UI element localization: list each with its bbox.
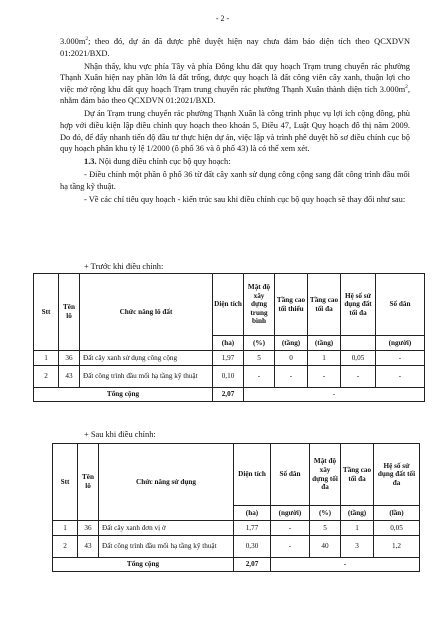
unit: (tầng): [308, 336, 341, 351]
unit: (tầng): [275, 336, 308, 351]
unit: [341, 336, 376, 351]
th-he-so: Hệ số sử dụng đất tối đa: [341, 274, 376, 336]
unit: (%): [310, 506, 341, 521]
paragraph-3: Dự án Trạm trung chuyển rác phường Thạnh Xuân là công trình phục vụ lợi ích cộng đồng, phù hợp với điều kiện lập điều chỉnh quy hoạch theo khoản 5, Điều 47, Luật Quy hoạch đô thị năm 2009. Do đó, để đẩy nhanh tiến độ đầu tư thực hiện dự án, việc lập và trình phê duyệt hồ sơ điều chỉnh cục bộ quy hoạch phân khu tỷ lệ 1/2000 (ô phố 36 và ô phố 43) là có thể xem xét.: [60, 109, 410, 154]
th-tang-max: Tầng cao tối đa: [308, 274, 341, 336]
unit: (tầng): [341, 506, 374, 521]
th-chuc-nang: Chức năng sử dụng: [99, 444, 234, 521]
th-mat-do: Mật độ xây dựng trung bình: [244, 274, 275, 336]
unit: (người): [271, 506, 310, 521]
table-row: 2 43 Đất công trình đầu mối hạ tầng kỹ thuật 0,10 - - - - -: [34, 366, 425, 388]
table-row: 1 36 Đất cây xanh sử dụng công cộng 1,97 5 0 1 0,05 -: [34, 351, 425, 366]
unit: (người): [376, 336, 425, 351]
paragraph-1: $3.000m^2$; theo đó, dự án đã được phê duyệt hiện nay chưa đảm bảo diện tích theo QCXDVN 01:2021/BXD.: [60, 36, 410, 58]
body-text: [60, 36, 410, 207]
total-row: Tổng cộng 2,07 -: [53, 558, 420, 572]
th-stt: Stt: [34, 274, 59, 351]
section-heading: 1.3. Nội dung điều chỉnh cục bộ quy hoạch:: [84, 157, 231, 167]
before-label: + Trước khi điều chỉnh:: [84, 262, 164, 271]
th-ten-lo: Tên lô: [59, 274, 80, 351]
th-stt: Stt: [53, 444, 78, 521]
th-tang-max: Tầng cao tối đa: [341, 444, 374, 506]
th-mat-do: Mật độ xây dựng tối đa: [310, 444, 341, 506]
th-so-dan: Số dân: [376, 274, 425, 336]
page-number: - 2 -: [215, 14, 230, 23]
table-before: [33, 273, 425, 402]
th-dien-tich: Diện tích: [213, 274, 244, 336]
th-tang-min: Tầng cao tối thiểu: [275, 274, 308, 336]
unit: (lần): [374, 506, 420, 521]
unit: (%): [244, 336, 275, 351]
table-after: [52, 443, 420, 572]
th-so-dan: Số dân: [271, 444, 310, 506]
th-dien-tich: Diện tích: [234, 444, 271, 506]
table-row: 2 43 Đất công trình đầu mối hạ tầng kỹ thuật 0,30 - 40 3 1,2: [53, 536, 420, 558]
unit: (ha): [213, 336, 244, 351]
paragraph-5: - Về các chỉ tiêu quy hoạch - kiến trúc sau khi điều chỉnh cục bộ quy hoạch sẽ thay đổi như sau:: [84, 194, 406, 204]
table-row: 1 36 Đất cây xanh đơn vị ở 1,77 - 5 1 0,05: [53, 521, 420, 536]
th-ten-lo: Tên lô: [78, 444, 99, 521]
total-row: Tổng cộng 2,07 -: [34, 388, 425, 402]
paragraph-4: - Điều chỉnh một phần ô phố 36 từ đất cây xanh sử dụng công cộng sang đất công trình đầu mối hạ tầng kỹ thuật.: [60, 170, 410, 191]
th-he-so: Hệ số sử dụng đất tối đa: [374, 444, 420, 506]
th-chuc-nang: Chức năng lô đất: [80, 274, 213, 351]
paragraph-2: Nhận thấy, khu vực phía Tây và phía Đông khu đất quy hoạch Trạm trung chuyển rác phường Thạnh Xuân hiện nay phần lớn là đất trống, được quy hoạch là đất công viên cây xanh, thuận lợi cho việc mở rộng khu đất quy hoạch Trạm trung chuyển rác phường Thạnh Xuân thành diện tích $3.000m^2$, nhằm đảm bảo theo QCXDVN 01:2021/BXD.: [60, 61, 410, 106]
unit: (ha): [234, 506, 271, 521]
after-label: + Sau khi điều chỉnh:: [84, 430, 156, 439]
